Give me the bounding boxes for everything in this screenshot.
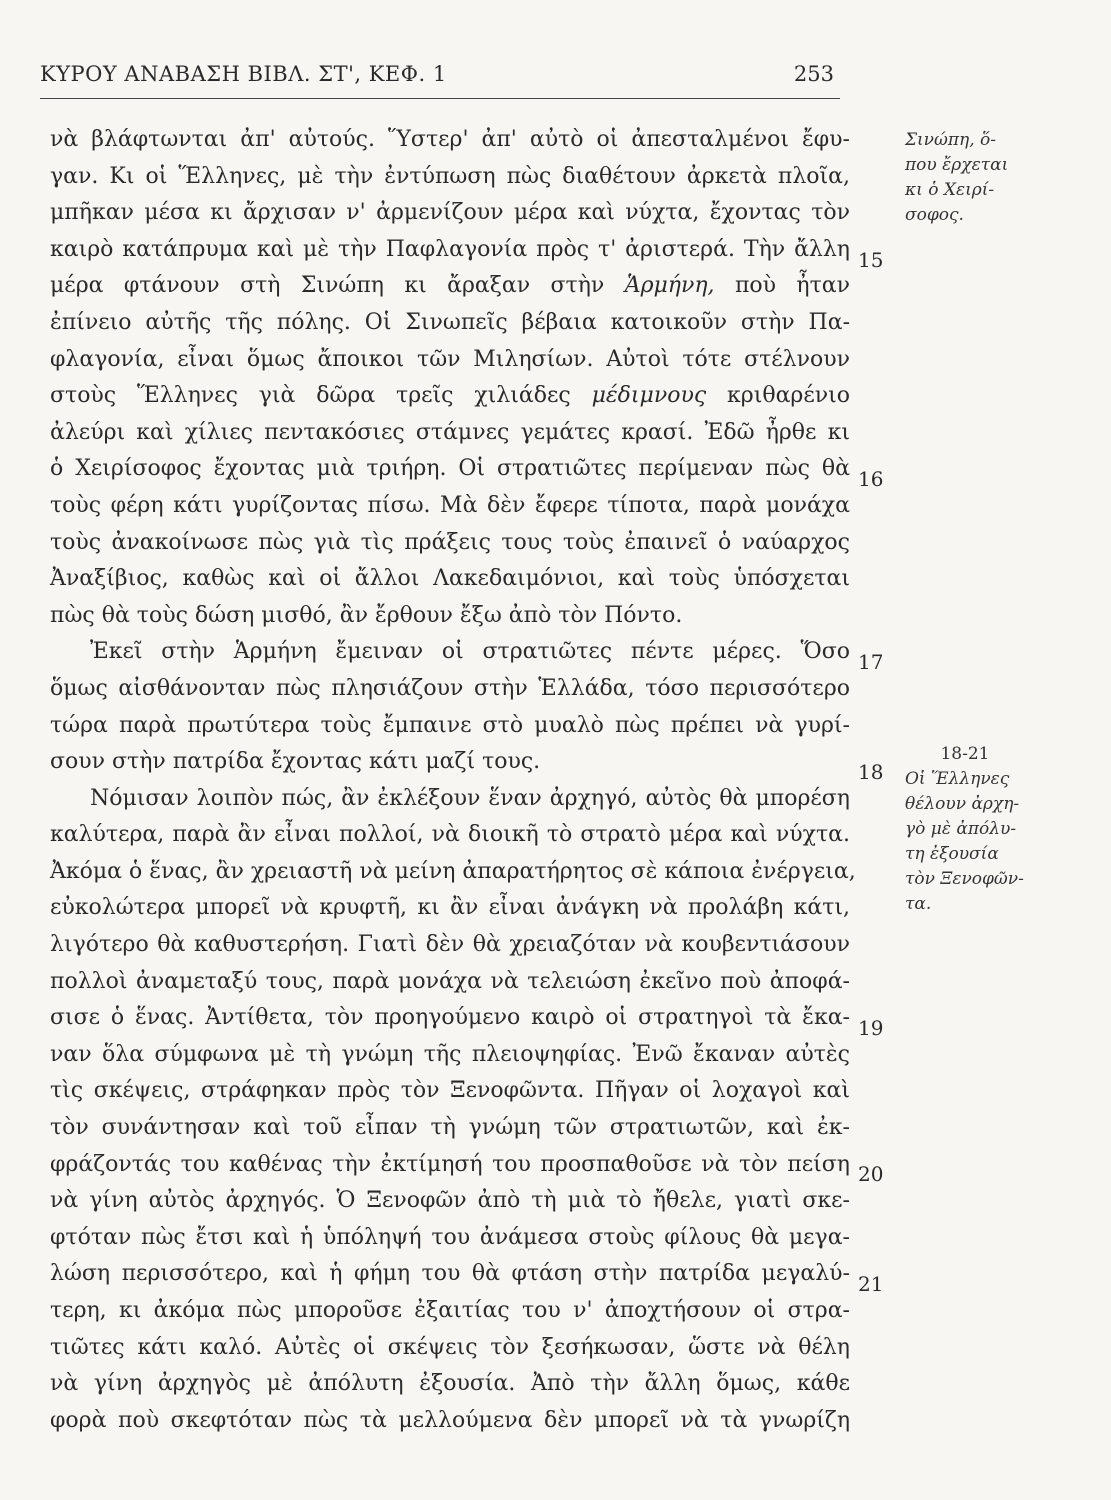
text-line: [50, 378, 850, 415]
section-number: 19: [858, 1016, 884, 1040]
text-line: Ἀναξίβιος, καθὼς καὶ οἱ ἄλλοι Λακεδαιμόνιοι, καὶ τοὺς ὑπόσχεται: [50, 566, 850, 592]
text-line: Νόμισαν λοιπὸν πώς, ἂν ἐκλέξουν ἕναν ἀρχηγό, αὐτὸς θὰ μπορέση: [90, 785, 850, 811]
sidenote-line: τη ἐξουσία: [905, 844, 999, 864]
text-line: φορὰ ποὺ σκεφτόταν πὼς τὰ μελλούμενα δὲν μπορεῖ νὰ τὰ γνωρίζη: [50, 1407, 850, 1433]
text-line: φτόταν πὼς ἔτσι καὶ ἡ ὑπόληψή του ἀνάμεσα στοὺς φίλους θὰ μεγα-: [50, 1224, 850, 1250]
sidenote-line: Οἱ Ἕλληνες: [905, 769, 1010, 789]
text-line: καλύτερα, παρὰ ἂν εἶναι πολλοί, νὰ διοικῆ τὸ στρατὸ μέρα καὶ νύχτα.: [50, 822, 850, 848]
text-line: φράζοντάς του καθένας τὴν ἐκτίμησή του προσπαθοῦσε νὰ τὸν πείση: [50, 1151, 850, 1177]
text-line: νὰ γίνη ἀρχηγὸς μὲ ἀπόλυτη ἐξουσία. Ἀπὸ τὴν ἄλλη ὅμως, κάθε: [50, 1371, 850, 1397]
page-number: 253: [793, 62, 834, 86]
text-line: ἀλεύρι καὶ χίλιες πεντακόσιες στάμνες γεμάτες κρασί. Ἐδῶ ἦρθε κι: [50, 419, 850, 445]
text-line: τερη, κι ἀκόμα πὼς μποροῦσε ἐξαιτίας του ν' ἀποχτήσουν οἱ στρα-: [50, 1298, 850, 1323]
body-text: [50, 122, 856, 1439]
text-line: μπῆκαν μέσα κι ἄρχισαν ν' ἀρμενίζουν μέρα καὶ νύχτα, ἔχοντας τὸν: [50, 200, 850, 226]
section-number: 21: [858, 1272, 884, 1296]
section-number: 18: [858, 760, 884, 784]
text-line: Ἀκόμα ὁ ἕνας, ἂν χρειαστῆ νὰ μείνη ἀπαρατήρητος σὲ κάποια ἐνέργεια,: [50, 858, 856, 884]
sidenote-line: κι ὁ Χειρί-: [905, 180, 995, 200]
text-line: πολλοὶ ἀναμεταξύ τους, παρὰ μονάχα νὰ τελειώση ἐκεῖνο ποὺ ἀποφά-: [50, 968, 850, 994]
italic-term: Ἁρμήνη,: [624, 273, 715, 299]
section-number: 16: [858, 467, 884, 491]
text-line: ὅμως αἰσθάνονταν πὼς πλησιάζουν στὴν Ἑλλάδα, τόσο περισσότερο: [50, 675, 850, 701]
text-line: λώση περισσότερο, καὶ ἡ φήμη του θὰ φτάση στὴν πατρίδα μεγαλύ-: [50, 1261, 850, 1287]
text-line: εὐκολώτερα μπορεῖ νὰ κρυφτῆ, κι ἂν εἶναι ἀνάγκη νὰ προλάβη κάτι,: [50, 895, 850, 921]
running-head: [40, 58, 840, 99]
text-line: ὁ Χειρίσοφος ἔχοντας μιὰ τριήρη. Οἱ στρατιῶτες περίμεναν πὼς θὰ: [50, 456, 850, 482]
sidenote-leader: [905, 742, 1070, 917]
text-line: τοὺς ἀνακοίνωσε πὼς γιὰ τὶς πράξεις τους τοὺς ἐπαινεῖ ὁ ναύαρχος: [50, 529, 850, 555]
text-line: σισε ὁ ἕνας. Ἀντίθετα, τὸν προηγούμενο καιρὸ οἱ στρατηγοὶ τὰ ἔκα-: [50, 1005, 850, 1031]
italic-term: μέδιμνους: [591, 383, 707, 409]
text-line: φλαγονία, εἶναι ὅμως ἄποικοι τῶν Μιλησίων. Αὐτοὶ τότε στέλνουν: [50, 346, 850, 372]
section-number: 20: [858, 1162, 884, 1186]
text-line: πὼς θὰ τοὺς δώση μισθό, ἂν ἔρθουν ἔξω ἀπὸ τὸν Πόντο.: [50, 602, 683, 628]
text-segment: κριθαρένιο: [727, 383, 851, 409]
sidenote-line: τὸν Ξενοφῶν-: [905, 869, 1024, 889]
text-line: τιῶτες κάτι καλό. Αὐτὲς οἱ σκέψεις τὸν ξεσήκωσαν, ὥστε νὰ θέλη: [50, 1334, 850, 1360]
text-line: καιρὸ κατάπρυμα καὶ μὲ τὴν Παφλαγονία πρὸς τ' ἀριστερά. Τὴν ἄλλη: [50, 236, 850, 262]
text-line: τοὺς φέρη κάτι γυρίζοντας πίσω. Μὰ δὲν ἔφερε τίποτα, παρὰ μονάχα: [50, 492, 850, 518]
text-line: τὶς σκέψεις, στράφηκαν πρὸς τὸν Ξενοφῶντα. Πῆγαν οἱ λοχαγοὶ καὶ: [50, 1078, 850, 1104]
text-line: Ἐκεῖ στὴν Ἁρμήνη ἔμειναν οἱ στρατιῶτες πέντε μέρες. Ὅσο: [90, 639, 850, 665]
text-line: τώρα παρὰ πρωτύτερα τοὺς ἔμπαινε στὸ μυαλὸ πὼς πρέπει νὰ γυρί-: [50, 712, 850, 738]
text-line: ἐπίνειο αὐτῆς τῆς πόλης. Οἱ Σινωπεῖς βέβαια κατοικοῦν στὴν Πα-: [50, 309, 850, 335]
sidenote-line: Σινώπη, ὅ-: [905, 130, 997, 150]
running-title: ΚΥΡΟΥ ΑΝΑΒΑΣΗ ΒΙΒΛ. ΣΤ', ΚΕΦ. 1: [40, 62, 447, 86]
text-line: [50, 268, 850, 305]
text-line: σουν στὴν πατρίδα ἔχοντας κάτι μαζί τους.: [50, 749, 541, 775]
text-line: γαν. Κι οἱ Ἕλληνες, μὲ τὴν ἐντύπωση πὼς διαθέτουν ἀρκετὰ πλοῖα,: [50, 163, 850, 189]
section-number: 15: [858, 248, 884, 272]
sidenote-line: που ἔρχεται: [905, 155, 1009, 175]
text-line: νὰ γίνη αὐτὸς ἀρχηγός. Ὁ Ξενοφῶν ἀπὸ τὴ μιὰ τὸ ἤθελε, γιατὶ σκε-: [50, 1188, 850, 1214]
sidenote-range: 18-21: [940, 744, 990, 764]
sidenote-line: σοφος.: [905, 205, 964, 225]
text-segment: στοὺς Ἕλληνες γιὰ δῶρα τρεῖς χιλιάδες: [50, 383, 571, 409]
sidenote-line: τα.: [905, 894, 932, 914]
text-line: νὰ βλάφτωνται ἀπ' αὐτούς. Ὕστερ' ἀπ' αὐτὸ οἱ ἀπεσταλμένοι ἔφυ-: [50, 127, 850, 152]
sidenote-line: γὸ μὲ ἀπόλυ-: [905, 819, 1017, 839]
text-segment: ποὺ ἦταν: [734, 273, 851, 299]
section-number: 17: [858, 650, 884, 674]
text-segment: μέρα φτάνουν στὴ Σινώπη κι ἄραξαν στὴν: [50, 273, 605, 299]
text-line: ναν ὅλα σύμφωνα μὲ τὴ γνώμη τῆς πλειοψηφίας. Ἐνῶ ἔκαναν αὐτὲς: [50, 1041, 850, 1067]
text-line: τὸν συνάντησαν καὶ τοῦ εἶπαν τὴ γνώμη τῶν στρατιωτῶν, καὶ ἐκ-: [50, 1115, 850, 1141]
sidenote-sinope: [905, 128, 1065, 228]
text-line: λιγότερο θὰ καθυστερήση. Γιατὶ δὲν θὰ χρειαζόταν νὰ κουβεντιάσουν: [50, 932, 850, 958]
sidenote-line: θέλουν ἀρχη-: [905, 794, 1020, 814]
